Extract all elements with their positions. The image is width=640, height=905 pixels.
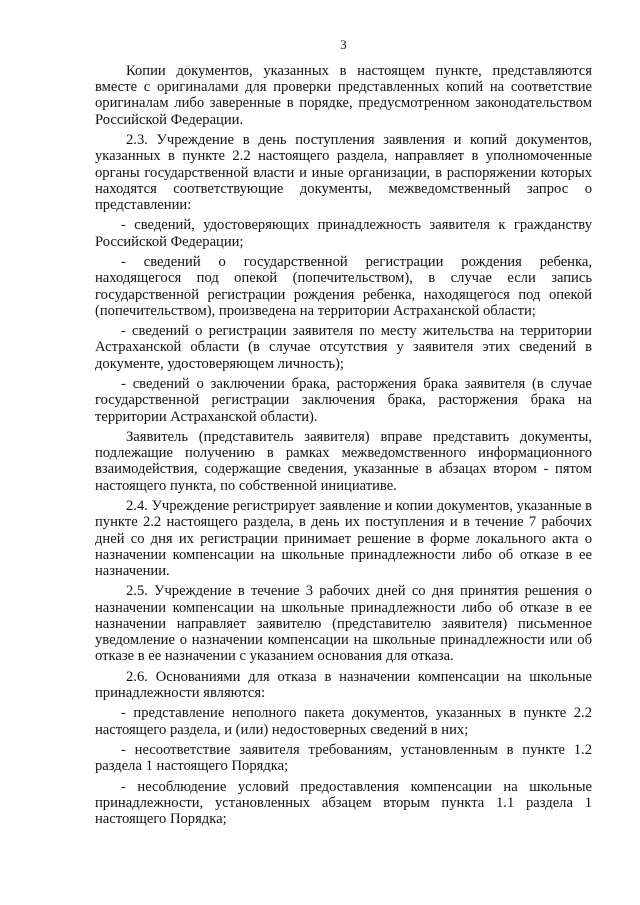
list-item-requirements-mismatch: - несоответствие заявителя требованиям, установленным в пункте 1.2 раздела 1 настоящего Порядка; [95, 742, 592, 775]
document-body [95, 63, 592, 832]
paragraph-2-4: 2.4. Учреждение регистрирует заявление и копии документов, указанные в пункте 2.2 настоящего раздела, в день их поступления и в течение 7 рабочих дней со дня их регистрации принимает решение в форме локального акта о назначении компенсации на школьные принадлежности либо об отказе в ее назначении. [95, 498, 592, 579]
list-item-incomplete-package: - представление неполного пакета документов, указанных в пункте 2.2 настоящего раздела, и (или) недостоверных сведений в них; [95, 705, 592, 738]
paragraph-copies: Копии документов, указанных в настоящем пункте, представляются вместе с оригиналами для проверки представленных копий на соответствие оригиналам либо заверенные в порядке, предусмотренном законодательством Российской Федерации. [95, 63, 592, 128]
list-item-residence-registration: - сведений о регистрации заявителя по месту жительства на территории Астраханской области (в случае отсутствия у заявителя этих сведений в документе, удостоверяющем личность); [95, 323, 592, 372]
list-item-marriage: - сведений о заключении брака, расторжения брака заявителя (в случае государственной регистрации заключения брака, расторжения брака на территории Астраханской области). [95, 376, 592, 425]
paragraph-applicant-right: Заявитель (представитель заявителя) вправе представить документы, подлежащие получению в рамках межведомственного информационного взаимодействия, содержащие сведения, указанные в абзацах втором - пятом настоящего пункта, по собственной инициативе. [95, 429, 592, 494]
page-number: 3 [340, 37, 347, 52]
list-item-citizenship: - сведений, удостоверяющих принадлежность заявителя к гражданству Российской Федерации; [95, 217, 592, 250]
list-item-birth-registration: - сведений о государственной регистрации рождения ребенка, находящегося под опекой (попечительством), в случае если запись государственной регистрации рождения ребенка, находящегося под опекой (попечительством), произведена на территории Астраханской области; [95, 254, 592, 319]
list-item-conditions-violation: - несоблюдение условий предоставления компенсации на школьные принадлежности, установленных абзацем вторым пункта 1.1 раздела 1 настоящего Порядка; [95, 778, 592, 828]
paragraph-2-6: 2.6. Основаниями для отказа в назначении компенсации на школьные принадлежности являются: [95, 668, 592, 701]
paragraph-2-5: 2.5. Учреждение в течение 3 рабочих дней со дня принятия решения о назначении компенсации на школьные принадлежности либо об отказе в ее назначении направляет заявителю (представителю заявителя) письменное уведомление о назначении компенсации на школьные принадлежности или об отказе в ее назначении с указанием основания для отказа. [95, 583, 592, 665]
paragraph-2-3: 2.3. Учреждение в день поступления заявления и копий документов, указанных в пункте 2.2 настоящего раздела, направляет в уполномоченные органы государственной власти и иные организации, в распоряжении которых находятся соответствующие документы, межведомственный запрос о представлении: [95, 132, 592, 213]
